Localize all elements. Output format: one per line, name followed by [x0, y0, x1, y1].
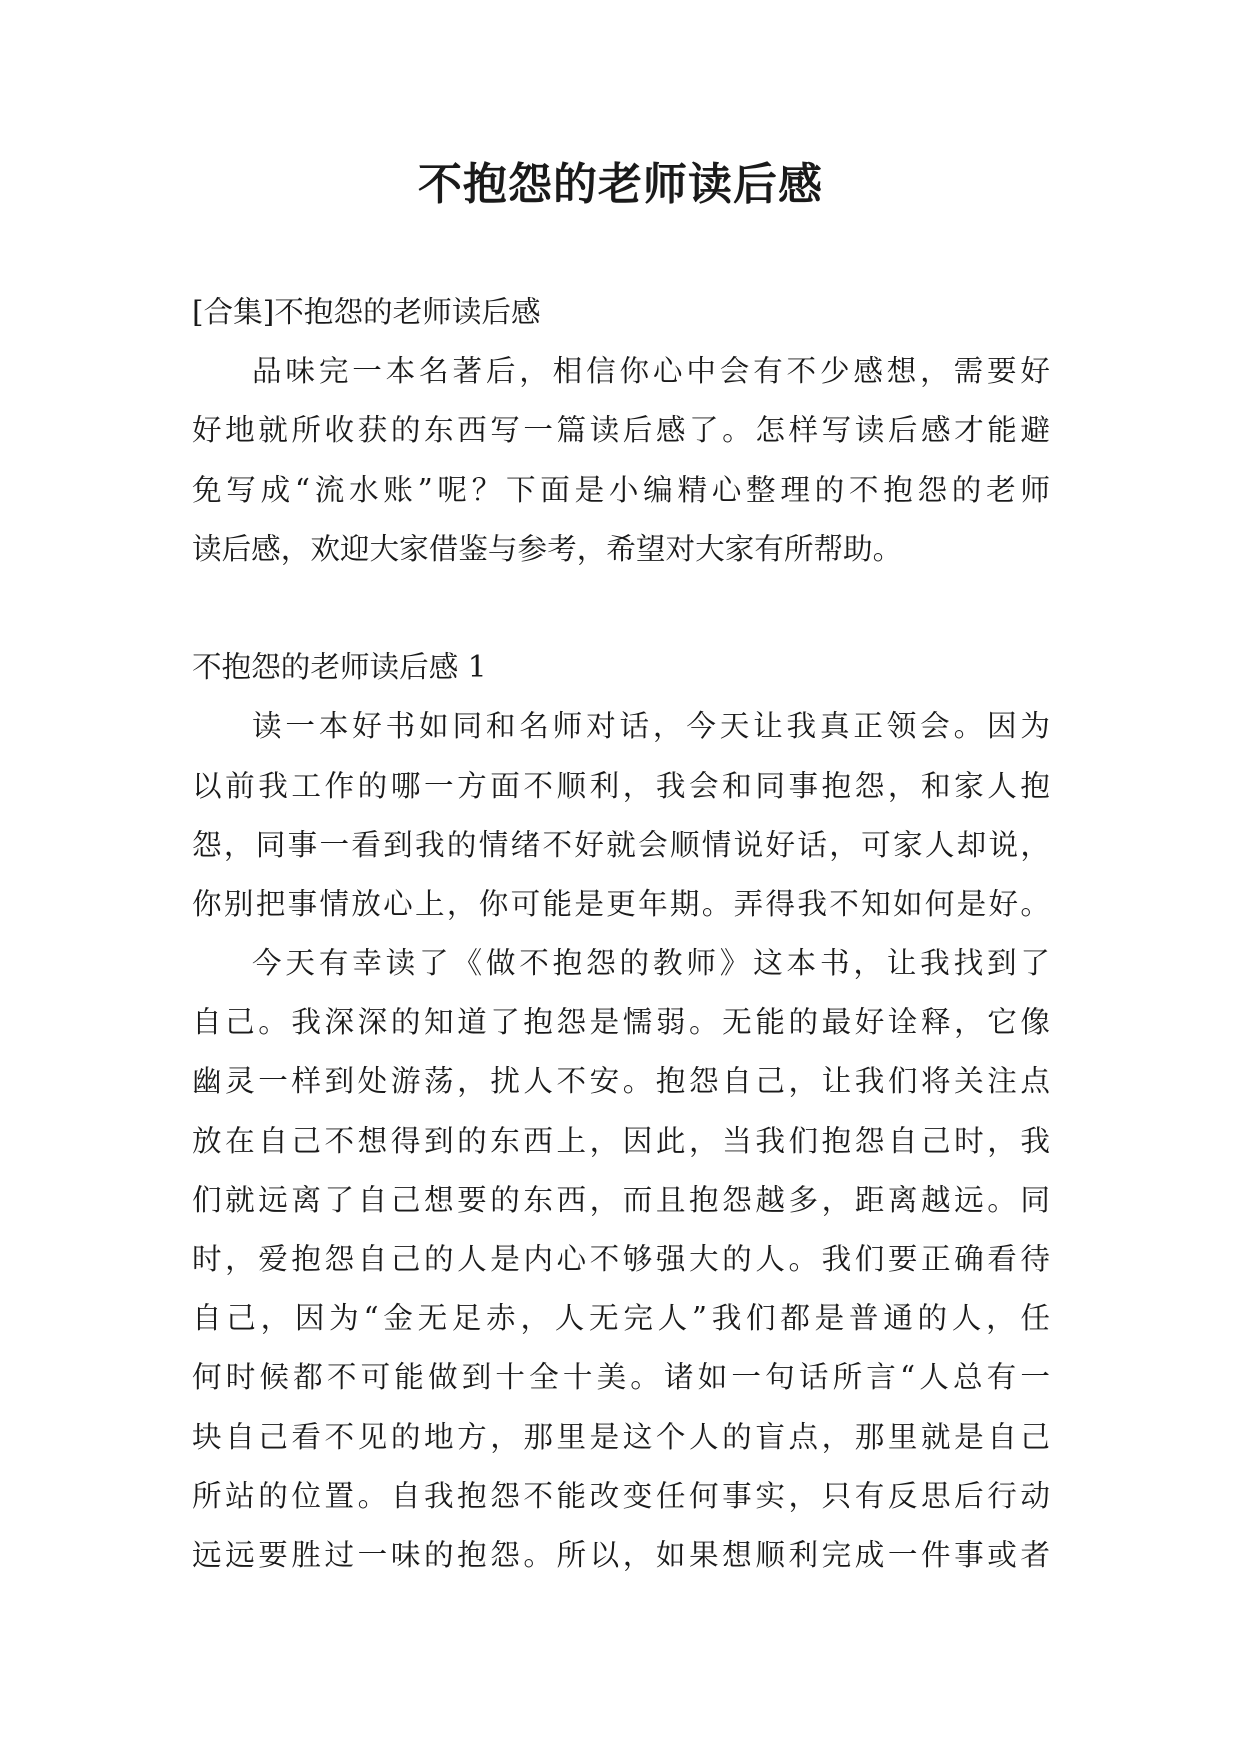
text-line: 们就远离了自己想要的东西，而且抱怨越多，距离越远。同: [192, 1182, 1050, 1217]
text-line: 读后感，欢迎大家借鉴与参考，希望对大家有所帮助。: [192, 531, 903, 566]
text-line: 以前我工作的哪一方面不顺利，我会和同事抱怨，和家人抱: [192, 768, 1050, 803]
text-line: 今天有幸读了《做不抱怨的教师》这本书，让我找到了: [252, 946, 1050, 981]
text-line: 好地就所收获的东西写一篇读后感了。怎样写读后感才能避: [192, 413, 1050, 448]
text-line: 所站的位置。自我抱怨不能改变任何事实，只有反思后行动: [192, 1478, 1050, 1513]
text-line: 自己。我深深的知道了抱怨是懦弱。无能的最好诠释，它像: [192, 1005, 1050, 1040]
document-title: 不抱怨的老师读后感: [418, 159, 823, 210]
text-line: 何时候都不可能做到十全十美。诸如一句话所言“人总有一: [192, 1360, 1050, 1395]
text-line: 读一本好书如同和名师对话，今天让我真正领会。因为: [252, 709, 1050, 744]
text-line: 品味完一本名著后，相信你心中会有不少感想，需要好: [252, 354, 1050, 389]
text-line: 免写成“流水账”呢？下面是小编精心整理的不抱怨的老师: [192, 472, 1050, 507]
paragraph-2: [192, 934, 1050, 1585]
text-line: 时，爱抱怨自己的人是内心不够强大的人。我们要正确看待: [192, 1242, 1050, 1276]
text-line: 放在自己不想得到的东西上，因此，当我们抱怨自己时，我: [192, 1123, 1050, 1158]
text-line: 幽灵一样到处游荡，扰人不安。抱怨自己，让我们将关注点: [192, 1064, 1050, 1099]
document-body: [192, 283, 1050, 1585]
section-heading: 不抱怨的老师读后感 1: [192, 650, 487, 685]
text-line: 自己，因为“金无足赤，人无完人”我们都是普通的人，任: [192, 1301, 1050, 1336]
intro-paragraph: [192, 342, 1050, 579]
paragraph-1: [192, 697, 1050, 934]
paragraph-spacer: [192, 579, 1050, 638]
text-line: 远远要胜过一味的抱怨。所以，如果想顺利完成一件事或者: [192, 1537, 1050, 1572]
text-line: 块自己看不见的地方，那里是这个人的盲点，那里就是自己: [192, 1419, 1050, 1454]
text-line: 怨，同事一看到我的情绪不好就会顺情说好话，可家人却说，: [192, 827, 1050, 862]
document-subtitle: [合集]不抱怨的老师读后感: [192, 295, 541, 329]
text-line: 你别把事情放心上，你可能是更年期。弄得我不知如何是好。: [192, 886, 1050, 921]
